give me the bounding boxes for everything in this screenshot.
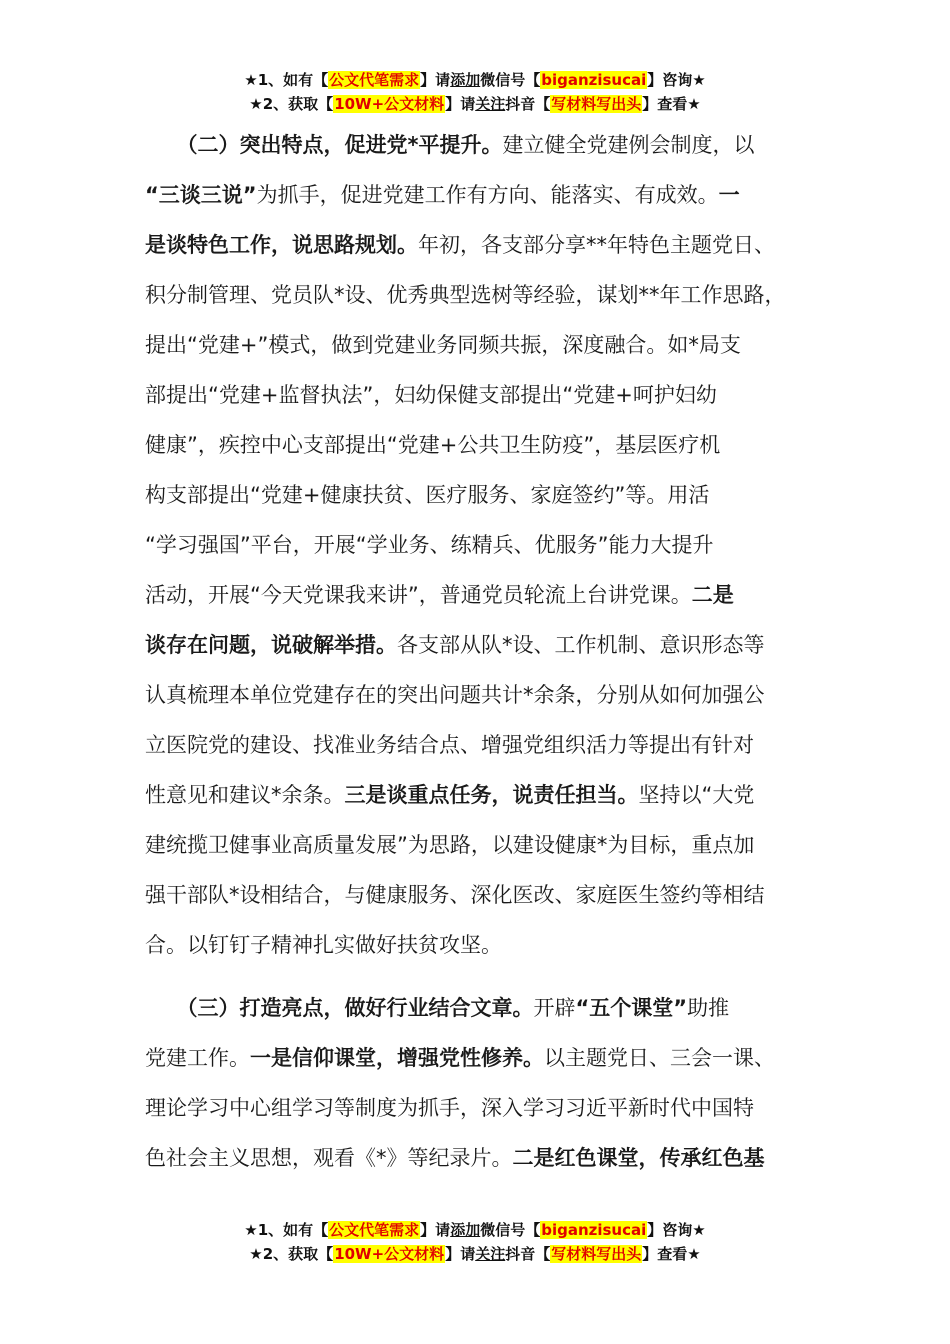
bold-text-run: 二是 xyxy=(691,583,734,607)
text-line xyxy=(145,420,825,470)
text-line xyxy=(145,520,825,570)
text-run: 助推 xyxy=(687,996,730,1020)
text-line xyxy=(145,570,825,620)
text-line xyxy=(145,720,825,770)
highlight-service: 公文代笔需求 xyxy=(329,1221,420,1239)
promo-line-1: ★1、如有【公文代笔需求】请添加微信号【biganzisucai】咨询★ xyxy=(244,1221,706,1239)
text-run: 开辟 xyxy=(533,996,576,1020)
text-run: 为抓手，促进党建工作有方向、能落实、有成效。 xyxy=(256,183,719,207)
text-run: 合。以钉钉子精神扎实做好扶贫攻坚。 xyxy=(145,933,502,957)
bold-text-run: 二是红色课堂，传承红色基 xyxy=(512,1146,765,1170)
bold-text-run: 一是信仰课堂，增强党性修养。 xyxy=(250,1046,544,1070)
bold-text-run: “三谈三说” xyxy=(145,183,257,207)
text-line xyxy=(145,1033,825,1083)
text-run: 健康”，疾控中心支部提出“党建+公共卫生防疫”，基层医疗机 xyxy=(145,433,721,457)
text-line xyxy=(145,470,825,520)
text-line xyxy=(145,870,825,920)
text-line xyxy=(145,170,825,220)
promo-line-2: ★2、获取【10W+公文材料】请关注抖音【写材料写出头】查看★ xyxy=(249,1245,701,1263)
highlight-service: 公文代笔需求 xyxy=(329,71,420,89)
highlight-materials: 10W+公文材料 xyxy=(334,95,445,113)
highlight-douyin-account: 写材料写出头 xyxy=(551,95,642,113)
text-line xyxy=(145,820,825,870)
text-line xyxy=(145,220,825,270)
text-line xyxy=(145,320,825,370)
text-run: 立医院党的建设、找准业务结合点、增强党组织活力等提出有针对 xyxy=(145,733,754,757)
text-run: 性意见和建议*余条。 xyxy=(145,783,345,807)
text-line xyxy=(145,770,825,820)
text-run: 各支部从队*设、工作机制、意识形态等 xyxy=(397,633,765,657)
text-run: 认真梳理本单位党建存在的突出问题共计*余条，分别从如何加强公 xyxy=(145,683,765,707)
text-line xyxy=(145,1133,825,1183)
text-run: 活动，开展“今天党课我来讲”，普通党员轮流上台讲党课。 xyxy=(145,583,692,607)
text-line xyxy=(145,120,825,170)
text-run: 色社会主义思想，观看《*》等纪录片。 xyxy=(145,1146,513,1170)
text-line xyxy=(145,670,825,720)
text-run: 以主题党日、三会一课、 xyxy=(544,1046,775,1070)
bold-text-run: 一 xyxy=(718,183,740,207)
highlight-douyin-account: 写材料写出头 xyxy=(551,1245,642,1263)
bold-text-run: 谈存在问题，说破解举措。 xyxy=(145,633,397,657)
text-line xyxy=(145,1083,825,1133)
text-run: 部提出“党建+监督执法”，妇幼保健支部提出“党建+呵护妇幼 xyxy=(145,383,717,407)
text-line xyxy=(145,370,825,420)
footer-promo-banner xyxy=(0,1218,950,1266)
highlight-materials: 10W+公文材料 xyxy=(334,1245,445,1263)
text-run: 强干部队*设相结合，与健康服务、深化医改、家庭医生签约等相结 xyxy=(145,883,765,907)
text-run: 坚持以“大党 xyxy=(638,783,755,807)
text-run: “学习强国”平台，开展“学业务、练精兵、优服务”能力大提升 xyxy=(145,533,714,557)
bold-text-run: “五个课堂” xyxy=(575,996,688,1020)
text-run: 构支部提出“党建+健康扶贫、医疗服务、家庭签约”等。用活 xyxy=(145,483,710,507)
text-run: 提出“党建+”模式，做到党建业务同频共振，深度融合。如*局支 xyxy=(145,333,741,357)
header-promo-banner xyxy=(0,68,950,116)
highlight-wechat-id: biganzisucai xyxy=(541,1221,647,1239)
text-run: 建立健全党建例会制度，以 xyxy=(502,133,755,157)
text-run: 建统揽卫健事业高质量发展”为思路，以建设健康*为目标，重点加 xyxy=(145,833,755,857)
text-line xyxy=(145,983,825,1033)
bold-text-run: （三）打造亮点，做好行业结合文章。 xyxy=(145,996,534,1020)
text-line xyxy=(145,620,825,670)
text-run: 年初，各支部分享**年特色主题党日、 xyxy=(418,233,775,257)
text-line xyxy=(145,920,825,970)
highlight-wechat-id: biganzisucai xyxy=(541,71,647,89)
promo-line-1: ★1、如有【公文代笔需求】请添加微信号【biganzisucai】咨询★ xyxy=(244,71,706,89)
promo-line-2: ★2、获取【10W+公文材料】请关注抖音【写材料写出头】查看★ xyxy=(249,95,701,113)
bold-text-run: 三是谈重点任务，说责任担当。 xyxy=(344,783,639,807)
text-run: 党建工作。 xyxy=(145,1046,250,1070)
text-run: 积分制管理、党员队*设、优秀典型选树等经验，谋划**年工作思路， xyxy=(145,283,786,307)
paragraph-gap xyxy=(145,970,825,983)
bold-text-run: （二）突出特点，促进党*平提升。 xyxy=(145,133,503,157)
text-line xyxy=(145,270,825,320)
text-run: 理论学习中心组学习等制度为抓手，深入学习习近平新时代中国特 xyxy=(145,1096,754,1120)
document-body xyxy=(145,120,825,1183)
bold-text-run: 是谈特色工作，说思路规划。 xyxy=(145,233,418,257)
